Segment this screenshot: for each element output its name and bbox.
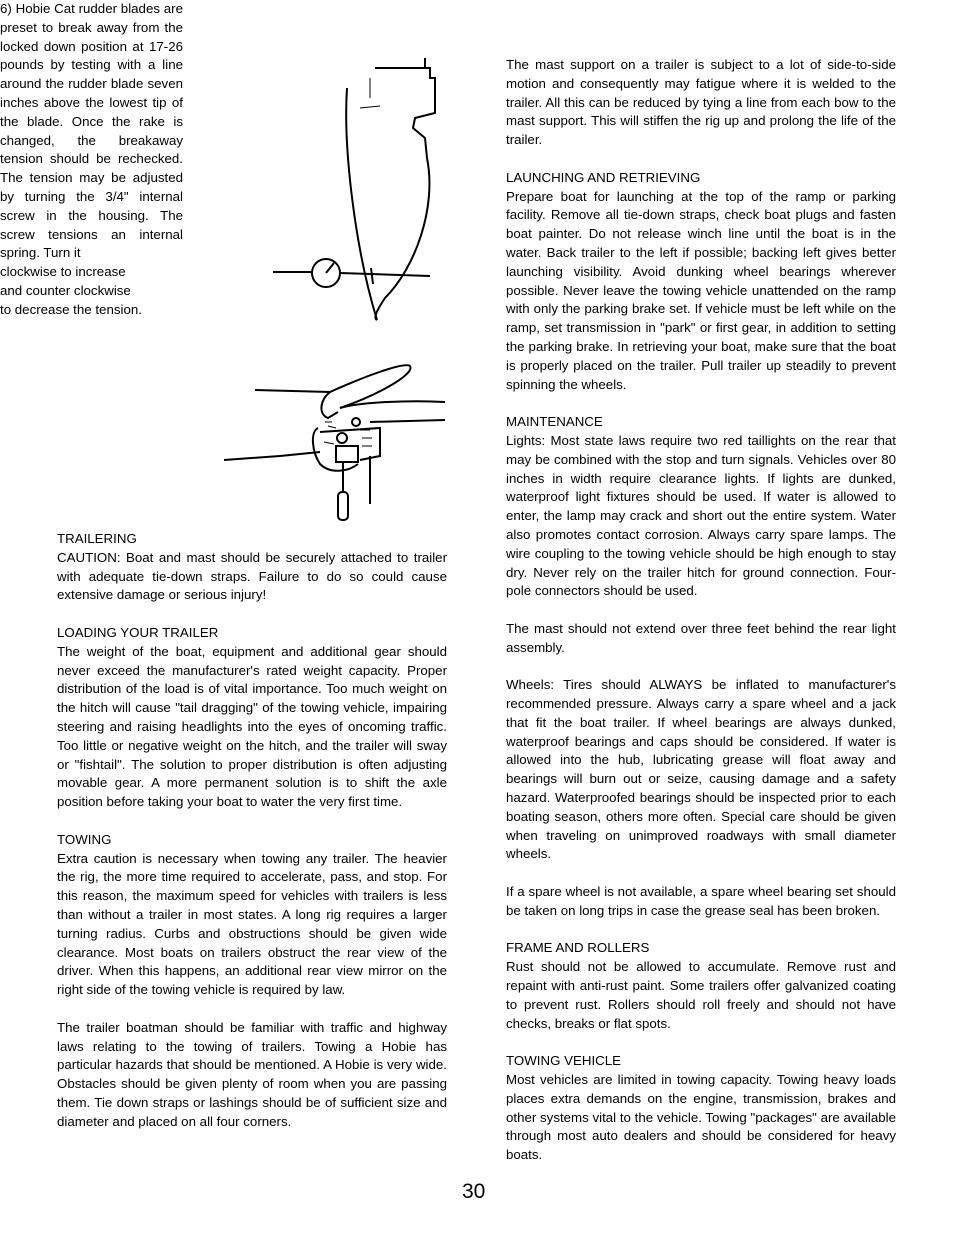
page-number: 30 xyxy=(462,1180,486,1203)
trailering-text: CAUTION: Boat and mast should be securely attached to trailer with adequate tie-down straps. Failure to do so could cause extensive damage or serious injury! xyxy=(57,549,447,603)
frame-heading: FRAME AND ROLLERS xyxy=(506,940,650,956)
frame-text: Rust should not be allowed to accumulate. Remove rust and repaint with anti-rust paint. Some trailers offer galvanized coating to prevent rust. Rollers should roll freely and should not have checks, breaks or flat spots. xyxy=(506,959,896,1031)
boatman-text: The trailer boatman should be familiar with traffic and highway laws relating to the towing of trailers. Towing a Hobie has particular hazards that should be mentioned. A Hobie is very wide. Obstacles should be given plenty of room when you are passing them. Tie down straps or lashings should be of sufficient size and diameter and placed on all four corners. xyxy=(57,1019,447,1129)
towing-heading: TOWING xyxy=(57,831,112,847)
rudder-blade-gauge-illustration xyxy=(265,58,445,328)
rudder-note-line: and counter clockwise xyxy=(0,282,131,298)
towing-vehicle-text: Most vehicles are limited in towing capacity. Towing heavy loads places extra demands on the engine, transmission, brakes and other systems vital to the vehicle. Towing "packages" are available through most auto dealers and should be considered for heavy boats. xyxy=(506,1072,896,1163)
towing-text: Extra caution is necessary when towing any trailer. The heavier the rig, the more time required to accelerate, pass, and stop. For this reason, the maximum speed for vehicles with trailers is less than without a trailer in most states. A long rig requires a larger turning radius. Curbs and obstructions should be given wide clearance. Most boats on trailers obstruct the rear view of the driver. When this happens, an additional rear view mirror on the right side of the towing vehicle is required by law. xyxy=(57,850,447,998)
mast-support-text: The mast support on a trailer is subject to a lot of side-to-side motion and consequently may fatigue where it is welded to the trailer. All this can be reduced by tying a line from each bow to the mast support. This will stiffen the rig up and prolong the life of the trailer. xyxy=(506,57,896,148)
maintenance-heading: MAINTENANCE xyxy=(506,414,603,430)
launching-text: Prepare boat for launching at the top of the ramp or parking facility. Remove all tie-down straps, check boat plugs and fasten boat painter. Do not release winch line until the boat is in the water. Back trailer to the left if possible; backing left gives better launching visibility. Avoid dunking wheel bearings wherever possible. Never leave the towing vehicle unattended on the ramp with only the parking brake set. If vehicle must be left while on the ramp, set transmission in "park" or first gear, in addition to setting the parking brake. In retrieving your boat, make sure that the boat is properly placed on the trailer. Pull trailer up steadily to prevent spinning the wheels. xyxy=(506,188,896,392)
loading-text: The weight of the boat, equipment and additional gear should never exceed the manufacturer's rated weight capacity. Proper distribution of the load is of vital importance. Too much weight on the hitch will cause "tail dragging" of the towing vehicle, impairing steering and raising headlights into the eyes of oncoming traffic. Too little or negative weight on the hitch, and the trailer will sway or "fishtail". The solution to proper distribution is often adjusting movable gear. A more permanent solution is to shift the axle position before taking your boat to water the very first time. xyxy=(57,643,447,810)
trailering-heading: TRAILERING xyxy=(57,531,137,546)
rudder-breakaway-note xyxy=(0,0,183,320)
launching-heading: LAUNCHING AND RETRIEVING xyxy=(506,169,701,185)
loading-heading: LOADING YOUR TRAILER xyxy=(57,624,219,640)
spare-wheel-text: If a spare wheel is not available, a spare wheel bearing set should be taken on long trips in case the grease seal has been broken. xyxy=(506,884,896,918)
rudder-note-line: clockwise to increase xyxy=(0,264,126,280)
rudder-housing-mechanism-illustration xyxy=(220,352,450,528)
left-column xyxy=(57,530,447,1132)
towing-vehicle-heading: TOWING VEHICLE xyxy=(506,1053,622,1069)
right-column xyxy=(506,56,896,1165)
wheels-text: Wheels: Tires should ALWAYS be inflated to manufacturer's recommended pressure. Always carry a spare wheel and a jack that fit the boat trailer. If wheel bearings are always dunked, waterproof bearings and caps should be considered. If water is allowed into the hub, lubricating grease will float away and bearings will burn out or seize, causing damage and a safety hazard. Waterproofed bearings should be inspected prior to each boating season, others more often. Special care should be given when traveling on unimproved roadways with small diameter wheels. xyxy=(506,677,896,862)
rudder-note-line: to decrease the tension. xyxy=(0,301,142,317)
lights-text: Lights: Most state laws require two red taillights on the rear that may be combined with the stop and turn signals. Vehicles over 80 inches in width require clearance lights. If lights are dunked, waterproof light fixtures should be used. If water is allowed to enter, the lamp may crack and short out the entire system. Water also promotes contact corrosion. Always carry spare lamps. The wire coupling to the towing vehicle should be high enough to stay dry. Never rely on the trailer hitch for ground connection. Four-pole connectors should be used. xyxy=(506,432,896,599)
mast-extend-text: The mast should not extend over three feet behind the rear light assembly. xyxy=(506,620,896,655)
rudder-note-paragraph: 6) Hobie Cat rudder blades are preset to break away from the locked down position at 17-26 pounds by testing with a line around the rudder blade seven inches above the lowest tip of the blade. Once the rake is changed, the breakaway tension should be rechecked. The tension may be adjusted by turning the 3/4" internal screw in the housing. The screw tensions an internal spring. Turn it xyxy=(0,1,183,261)
